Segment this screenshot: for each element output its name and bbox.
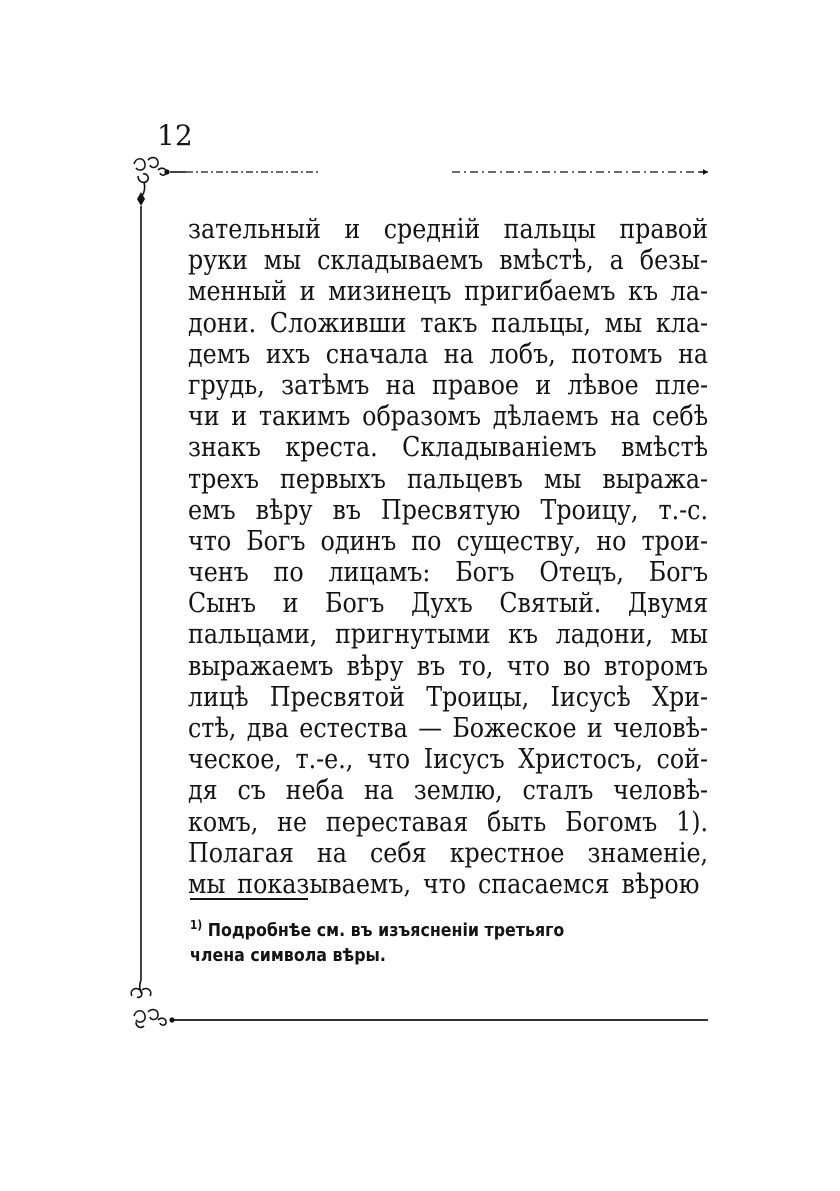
word: и [299, 276, 316, 308]
word: руки [188, 245, 248, 277]
word: Святый. [499, 588, 602, 620]
word: сталъ [522, 775, 594, 807]
text-line [188, 339, 708, 370]
word: переставая [325, 806, 469, 838]
word: пальцами, [188, 619, 318, 651]
word: на [385, 369, 416, 401]
word: ченъ [188, 557, 249, 589]
word: вмѣстѣ [621, 432, 709, 464]
word: т.-е., [295, 744, 354, 776]
word: себя [369, 837, 427, 869]
text-line [188, 619, 708, 650]
word: знаменіе, [587, 837, 709, 869]
word: но [596, 525, 627, 557]
word: затѣмъ [281, 369, 370, 401]
text-line [188, 245, 708, 276]
word: Двумя [627, 588, 709, 620]
word: лобъ, [489, 338, 556, 370]
word: пле- [655, 369, 709, 401]
word: Іисусѣ [550, 681, 631, 713]
word: на [363, 775, 394, 807]
text-line [188, 651, 708, 682]
word: Богъ [648, 557, 709, 589]
word: землю, [413, 775, 503, 807]
word: крестное [449, 837, 565, 869]
word: лицамъ: [328, 557, 431, 589]
word: 1). [676, 806, 709, 838]
word: лѣвое [567, 369, 639, 401]
text-line [188, 495, 708, 526]
word: складываемъ [317, 245, 484, 277]
word: на [678, 338, 709, 370]
word: Пресвятую [381, 494, 521, 526]
footnote-rule [190, 898, 308, 900]
word: такъ [420, 307, 478, 339]
word: одинъ [320, 525, 397, 557]
word: средній [383, 214, 481, 245]
word: что [506, 650, 550, 682]
word: Хри- [652, 681, 709, 713]
footnote-line [190, 918, 710, 943]
word: Сынъ [188, 588, 257, 620]
word: и [231, 401, 248, 433]
word: къ [508, 619, 539, 651]
footnote [190, 918, 710, 968]
word: чи [188, 401, 220, 433]
page-number: 12 [157, 119, 193, 152]
text-line [188, 276, 708, 307]
word: такимъ [258, 401, 351, 433]
word: комъ, [188, 806, 259, 838]
word: мы [543, 463, 582, 495]
text-line [188, 588, 708, 619]
word: выражаемъ [188, 650, 334, 682]
fleuron-icon [134, 158, 169, 196]
word: что [188, 525, 232, 557]
word: по [273, 557, 304, 589]
word: пригибаемъ [464, 276, 616, 308]
word: ческое, [188, 744, 282, 776]
word: и [586, 713, 603, 744]
text-line [188, 744, 708, 775]
word: второмъ [604, 650, 709, 682]
word: Богъ [455, 557, 515, 589]
word: Отецъ, [539, 557, 624, 589]
word: къ [628, 276, 659, 308]
word: и [535, 369, 552, 401]
word: сначала [325, 338, 429, 370]
fleuron-icon [131, 980, 174, 1027]
text-line [188, 838, 708, 869]
text-line [188, 682, 708, 713]
word: въ [416, 650, 446, 682]
word: Складываніемъ [402, 432, 597, 464]
text-line [188, 713, 708, 744]
word: Христосъ, [518, 744, 643, 776]
word: человѣ- [613, 713, 709, 744]
word: знакъ [188, 432, 261, 464]
text-line [188, 557, 708, 588]
word: емъ [188, 494, 236, 526]
word: ихъ [265, 338, 311, 370]
word: ладони, [555, 619, 654, 651]
word: то, [458, 650, 494, 682]
word: существу, [456, 525, 582, 557]
word: дѣлаемъ [492, 401, 599, 433]
word: въ [332, 494, 362, 526]
word: мы [263, 245, 302, 277]
word: правое [432, 369, 519, 401]
text-line [188, 869, 708, 900]
footnote-text-line1: Подробнѣе см. въ изъясненіи третьяго [207, 920, 565, 941]
text-line [188, 308, 708, 339]
text-line [188, 401, 708, 432]
word: Богъ [325, 588, 385, 620]
word: Троицу, [540, 494, 639, 526]
word: мы [670, 619, 709, 651]
word: на [610, 401, 641, 433]
word: Пресвятой [269, 681, 405, 713]
word: съ [237, 775, 266, 807]
word: сой- [656, 744, 709, 776]
word: естества [299, 713, 408, 744]
word: безы- [639, 245, 709, 277]
word: трехъ [188, 463, 259, 495]
word: и [344, 214, 361, 245]
word: образомъ [362, 401, 481, 433]
word: кла- [655, 307, 709, 339]
word: быть [487, 806, 547, 838]
word: дони. [188, 307, 257, 339]
word: вмѣстѣ, [499, 245, 594, 277]
word: вѣрою [621, 868, 700, 900]
word: а [609, 245, 624, 277]
word: грудь, [188, 369, 265, 401]
word: что [366, 744, 411, 776]
word: по [411, 525, 442, 557]
word: человѣ- [613, 775, 709, 807]
word: два [246, 713, 289, 744]
word: Іисусъ [423, 744, 505, 776]
word: потомъ [571, 338, 663, 370]
body-text [188, 214, 708, 900]
word: пригнутыми [334, 619, 491, 651]
footnote-line [190, 943, 648, 968]
word: вѣру [255, 494, 313, 526]
word: пальцы, [491, 307, 592, 339]
word: спасаемся [477, 868, 610, 900]
word: во [563, 650, 591, 682]
word: Сложивши [269, 307, 407, 339]
word: Полагая [188, 837, 294, 869]
word: Духъ [410, 588, 473, 620]
word: зательный [188, 214, 321, 245]
word: лицѣ [188, 681, 249, 713]
word: мы [604, 307, 643, 339]
text-line [188, 775, 708, 806]
word: пальцевъ [406, 463, 523, 495]
footnote-marker: 1) [190, 918, 203, 932]
footnote-content [190, 918, 564, 943]
word: показываемъ, [237, 868, 412, 900]
word: себѣ [652, 401, 709, 433]
word: стѣ, [188, 713, 237, 744]
word: дя [188, 775, 218, 807]
word: мы [188, 868, 226, 900]
word: на [316, 837, 347, 869]
word: первыхъ [279, 463, 386, 495]
word: вѣру [346, 650, 404, 682]
word: что [422, 868, 467, 900]
word: менный [188, 276, 287, 308]
word: трои- [641, 525, 709, 557]
text-line [188, 464, 708, 495]
word: демъ [188, 338, 251, 370]
word: креста. [285, 432, 378, 464]
text-line [188, 526, 708, 557]
text-line [188, 370, 708, 401]
word: мизинецъ [328, 276, 452, 308]
word: и [282, 588, 299, 620]
word: ла- [670, 276, 709, 308]
word: т.-с. [658, 494, 709, 526]
word: Богъ [246, 525, 306, 557]
word: Божеское [452, 713, 577, 744]
text-line [188, 432, 708, 463]
word: Троицы, [426, 681, 530, 713]
footnote-text-line2: члена символа вѣры. [190, 945, 386, 966]
word: — [418, 713, 442, 744]
word: пальцы [503, 214, 596, 245]
word: неба [285, 775, 345, 807]
word: на [443, 338, 474, 370]
word: правой [619, 214, 709, 245]
word: выража- [602, 463, 709, 495]
word: Богомъ [565, 806, 658, 838]
text-line [188, 214, 708, 245]
word: не [277, 806, 308, 838]
text-line [188, 807, 708, 838]
